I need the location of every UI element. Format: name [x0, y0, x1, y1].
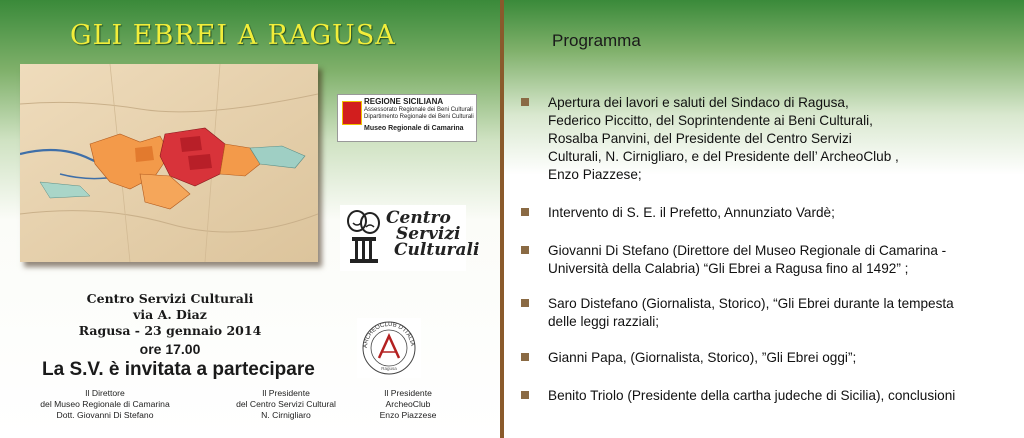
- event-time: ore 17.00: [139, 341, 201, 357]
- square-bullet-icon: [521, 353, 529, 361]
- invitation-text: La S.V. è invitata a partecipare: [42, 359, 315, 380]
- programme-item-text: Apertura dei lavori e saluti del Sindaco di Ragusa, Federico Piccitto, del Soprintendente ai Beni Culturali, Rosalba Panvini, del Presidente del Centro Servizi Culturali, N. Cirnigliaro, e del Presidente dell’ ArcheoClub , Enzo Piazzese;: [548, 95, 899, 182]
- square-bullet-icon: [521, 208, 529, 216]
- signature-org: ArcheoClub: [385, 399, 431, 409]
- venue-address: via A. Diaz: [133, 307, 207, 322]
- square-bullet-icon: [521, 246, 529, 254]
- centro-logo-word1: Centro: [386, 208, 451, 228]
- programme-item-text: Gianni Papa, (Giornalista, Storico), ”Gli Ebrei oggi”;: [548, 350, 857, 365]
- centro-servizi-culturali-logo: [340, 205, 480, 271]
- venue-name: Centro Servizi Culturali: [86, 291, 254, 306]
- programme-item-text: Benito Triolo (Presidente della cartha judeche di Sicilia), conclusioni: [548, 388, 956, 403]
- event-title: GLI EBREI A RAGUSA: [70, 20, 396, 51]
- regione-logo-line1: REGIONE SICILIANA: [364, 97, 444, 106]
- theatre-masks-column-icon: [344, 209, 384, 265]
- centro-logo-word3: Culturali: [394, 240, 480, 260]
- signature-org: del Centro Servizi Cultural: [236, 399, 336, 409]
- square-bullet-icon: [521, 299, 529, 307]
- sicily-emblem-icon: [342, 101, 362, 125]
- archeoclub-italia-logo: [357, 318, 421, 378]
- programme-item-text: Intervento di S. E. il Prefetto, Annunziato Vardè;: [548, 205, 835, 220]
- regione-logo-line4: Museo Regionale di Camarina: [364, 125, 464, 132]
- programme-heading: Programma: [552, 31, 641, 50]
- signature-role: Il Direttore: [85, 388, 125, 398]
- regione-logo-line3: Dipartimento Regionale dei Beni Culturali: [364, 114, 474, 120]
- historic-town-map: [20, 64, 318, 262]
- signature-org: del Museo Regionale di Camarina: [40, 399, 170, 409]
- regione-logo-line2: Assessorato Regionale dei Beni Culturali: [364, 107, 473, 113]
- signature-name: N. Cirnigliaro: [261, 410, 311, 420]
- event-date: Ragusa - 23 gennaio 2014: [78, 323, 262, 338]
- square-bullet-icon: [521, 391, 529, 399]
- square-bullet-icon: [521, 98, 529, 106]
- centro-logo-word2: Servizi: [396, 224, 461, 244]
- archeoclub-city-text: Ragusa: [381, 366, 397, 371]
- archeoclub-ring-text: ARCHEOCLUB D'ITALIA: [362, 321, 415, 349]
- signature-role: Il Presidente: [262, 388, 310, 398]
- programme-item-text: Giovanni Di Stefano (Direttore del Museo Regionale di Camarina - Università della Calabria) “Gli Ebrei a Ragusa fino al 1492” ;: [548, 243, 947, 276]
- signature-centro-president: [224, 388, 348, 421]
- signature-role: Il Presidente: [384, 388, 432, 398]
- programme-item-text: Saro Distefano (Giornalista, Storico), “Gli Ebrei durante la tempesta delle leggi razziali;: [548, 296, 954, 329]
- signature-archeoclub-president: [368, 388, 448, 421]
- signature-name: Enzo Piazzese: [379, 410, 437, 420]
- regione-siciliana-logo: [337, 94, 477, 142]
- signature-director: [35, 388, 175, 421]
- signature-name: Dott. Giovanni Di Stefano: [56, 410, 154, 420]
